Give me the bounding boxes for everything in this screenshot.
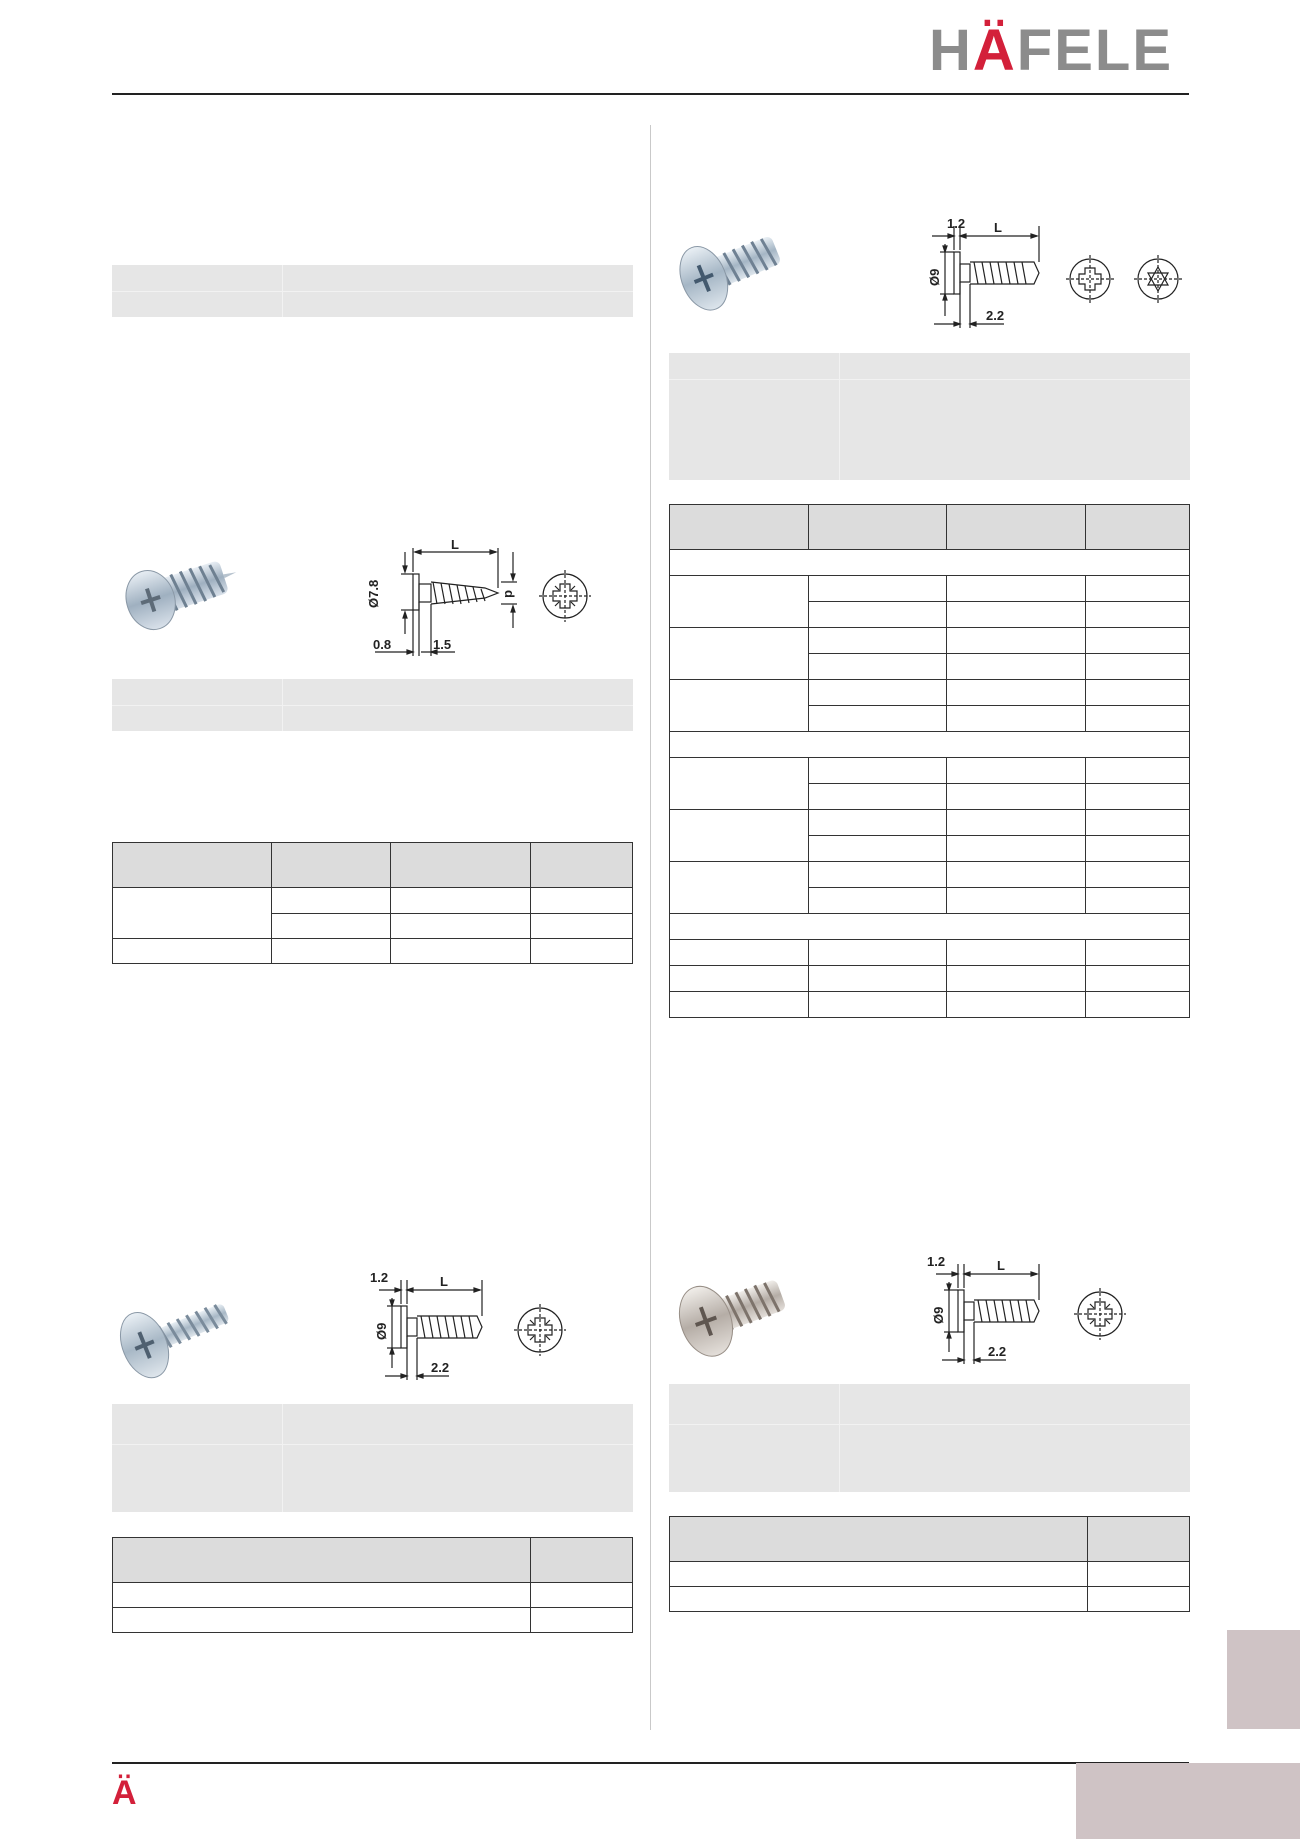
screw-drawing-9-right-top — [922, 212, 1192, 332]
screw-photo-1 — [112, 548, 252, 638]
spec-table-3 — [669, 504, 1190, 1018]
spec-box-5 — [669, 1384, 1190, 1492]
column-divider — [650, 125, 651, 1730]
dim-length: L — [440, 1274, 448, 1289]
dim-length: L — [994, 220, 1002, 235]
dim-diameter: Ø9 — [374, 1322, 389, 1340]
section-tab[interactable] — [1227, 1630, 1300, 1729]
dim-head: 0.8 — [373, 637, 392, 652]
dim-shank: 2.2 — [986, 308, 1005, 323]
footer-rule — [112, 1762, 1189, 1764]
dim-head: 1.2 — [947, 216, 966, 231]
dim-shank: 2.2 — [988, 1344, 1007, 1359]
dim-length: L — [451, 538, 459, 552]
dim-length: L — [997, 1258, 1005, 1273]
spec-box-3 — [112, 1404, 633, 1512]
dim-diameter: Ø9 — [927, 268, 942, 286]
hafele-logo: HÄFELE — [929, 18, 1174, 83]
hafele-small-logo: Ä — [112, 1774, 137, 1812]
spec-box-2 — [112, 679, 633, 731]
spec-box-1 — [112, 265, 633, 317]
dim-diameter: Ø9 — [931, 1306, 946, 1324]
screw-photo-3 — [672, 222, 792, 314]
screw-drawing-9-left — [365, 1268, 585, 1383]
spec-table-2 — [112, 1537, 633, 1633]
pozidriv-recess-icon — [1066, 255, 1114, 303]
dim-diameter: Ø7.8 — [366, 579, 381, 608]
screw-photo-2 — [112, 1284, 242, 1379]
screw-drawing-9-right-bottom — [922, 1252, 1142, 1367]
page-tab — [1076, 1763, 1300, 1839]
dim-head: 1.2 — [927, 1254, 946, 1269]
dim-head: 1.2 — [370, 1270, 389, 1285]
dim-shank: 2.2 — [431, 1360, 450, 1375]
header-rule — [112, 93, 1189, 95]
spec-table-4 — [669, 1516, 1190, 1612]
screw-photo-4 — [672, 1262, 802, 1358]
torx-recess-icon — [1134, 255, 1182, 303]
screw-drawing-7-8 — [355, 538, 605, 658]
spec-table-1 — [112, 842, 633, 964]
spec-box-4 — [669, 353, 1190, 480]
dim-shank: 1.5 — [433, 637, 452, 652]
dim-thread: d — [502, 590, 517, 598]
